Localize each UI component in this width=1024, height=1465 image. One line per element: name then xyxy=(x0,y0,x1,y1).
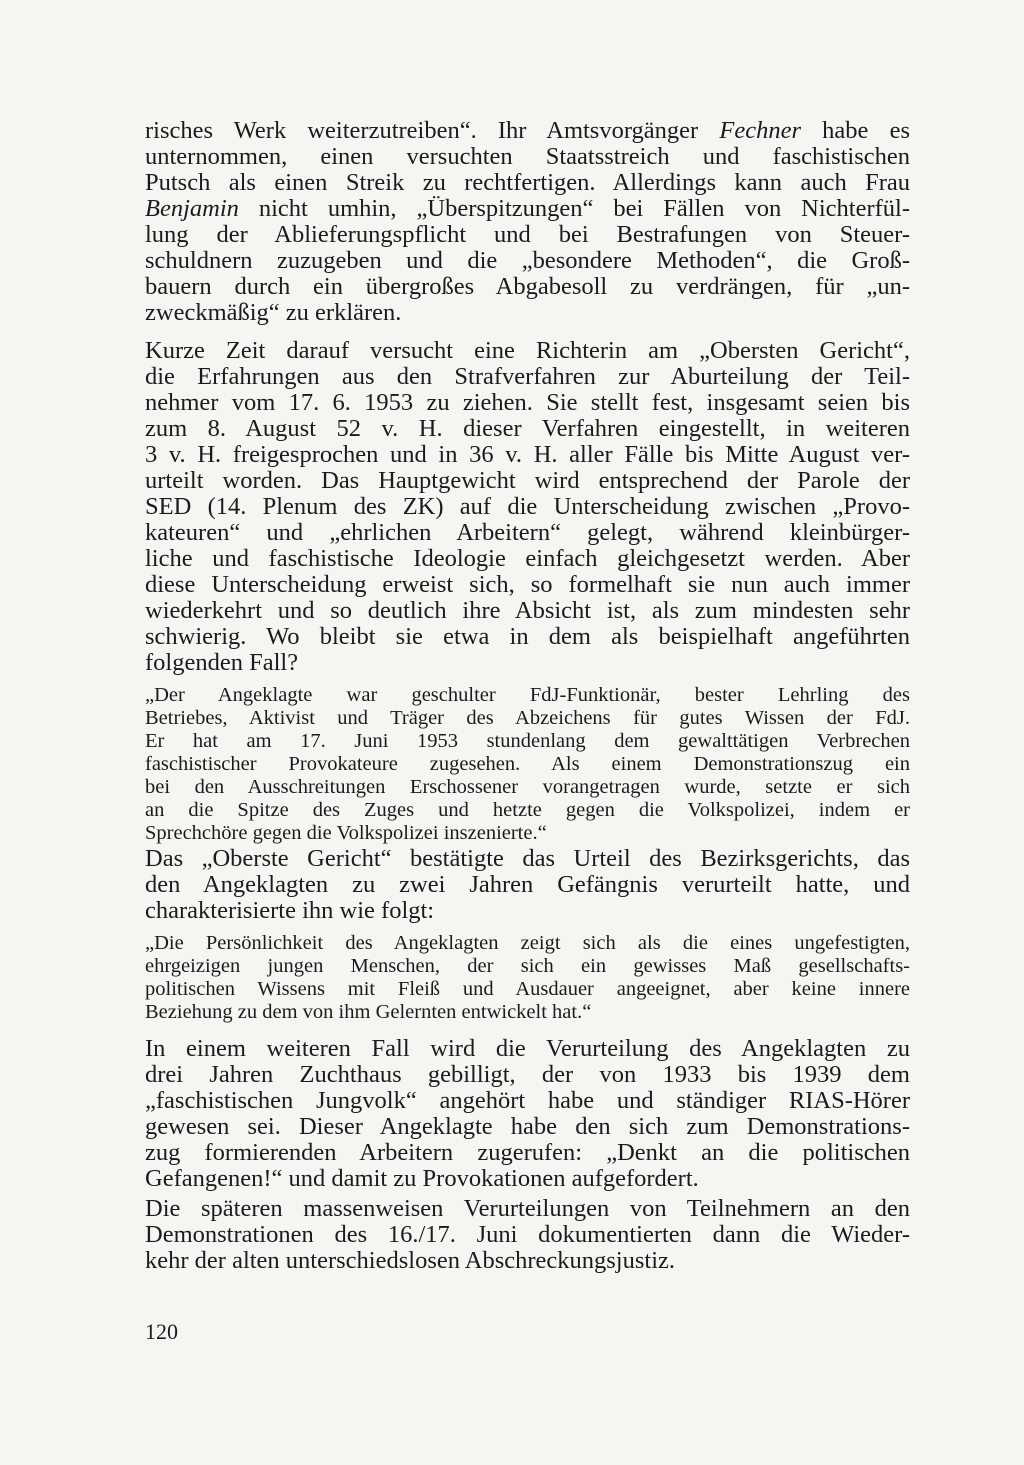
quote-1 xyxy=(145,684,910,845)
text-line: gewesen sei. Dieser Angeklagte habe den sich zum Demonstrations- xyxy=(145,1114,910,1140)
text-line: schwierig. Wo bleibt sie etwa in dem als beispielhaft angeführten xyxy=(145,624,910,650)
italic-name: Benjamin xyxy=(145,196,239,222)
text-line: bei den Ausschreitungen Erschossener vorangetragen wurde, setzte er sich xyxy=(145,776,910,798)
text-line: liche und faschistische Ideologie einfach gleichgesetzt werden. Aber xyxy=(145,546,910,572)
text-line: lung der Ablieferungspflicht und bei Bestrafungen von Steuer- xyxy=(145,222,910,248)
paragraph-5 xyxy=(145,1196,910,1274)
text-line: Sprechchöre gegen die Volkspolizei inszenierte.“ xyxy=(145,822,547,844)
text-line: Kurze Zeit darauf versucht eine Richterin am „Obersten Gericht“, xyxy=(145,338,910,364)
text-line: folgenden Fall? xyxy=(145,650,299,676)
text-line: In einem weiteren Fall wird die Verurteilung des Angeklagten zu xyxy=(145,1036,910,1062)
text-line: ehrgeizigen jungen Menschen, der sich ein gewisses Maß gesellschafts- xyxy=(145,955,910,977)
text-line: den Angeklagten zu zwei Jahren Gefängnis verurteilt hatte, und xyxy=(145,872,910,898)
text-line: zweckmäßig“ zu erklären. xyxy=(145,300,402,326)
text-line: Benjamin nicht umhin, „Überspitzungen“ bei Fällen von Nichterfül- xyxy=(145,196,910,222)
text-line: zug formierenden Arbeitern zugerufen: „Denkt an die politischen xyxy=(145,1140,910,1166)
text-line: Gefangenen!“ und damit zu Provokationen aufgefordert. xyxy=(145,1166,699,1192)
page-number: 120 xyxy=(145,1319,178,1344)
text-line: drei Jahren Zuchthaus gebilligt, der von 1933 bis 1939 dem xyxy=(145,1062,910,1088)
text-line: Demonstrationen des 16./17. Juni dokumentierten dann die Wieder- xyxy=(145,1222,910,1248)
text-line: an die Spitze des Zuges und hetzte gegen die Volkspolizei, indem er xyxy=(145,799,910,821)
text-line: risches Werk weiterzutreiben“. Ihr Amtsvorgänger Fechner habe es xyxy=(145,118,910,144)
paragraph-3 xyxy=(145,846,910,924)
text-line: Betriebes, Aktivist und Träger des Abzeichens für gutes Wissen der FdJ. xyxy=(145,707,910,729)
text-line: zum 8. August 52 v. H. dieser Verfahren eingestellt, in weiteren xyxy=(145,416,910,442)
text-line: nehmer vom 17. 6. 1953 zu ziehen. Sie stellt fest, insgesamt seien bis xyxy=(145,390,910,416)
text-line: kehr der alten unterschiedslosen Abschreckungsjustiz. xyxy=(145,1248,676,1274)
text-line: 3 v. H. freigesprochen und in 36 v. H. aller Fälle bis Mitte August ver- xyxy=(145,442,910,468)
paragraph-2 xyxy=(145,338,910,676)
text-line: „Die Persönlichkeit des Angeklagten zeigt sich als die eines ungefestigten, xyxy=(145,932,910,954)
text-line: SED (14. Plenum des ZK) auf die Unterscheidung zwischen „Provo- xyxy=(145,494,910,520)
text-line: faschistischer Provokateure zugesehen. Als einem Demonstrationszug ein xyxy=(145,753,910,775)
text-line: „Der Angeklagte war geschulter FdJ-Funktionär, bester Lehrling des xyxy=(145,684,910,706)
paragraph-1 xyxy=(145,118,910,326)
paragraph-4 xyxy=(145,1036,910,1192)
text-line: politischen Wissens mit Fleiß und Ausdauer angeeignet, aber keine innere xyxy=(145,978,910,1000)
text-line: Putsch als einen Streik zu rechtfertigen. Allerdings kann auch Frau xyxy=(145,170,910,196)
text-line: die Erfahrungen aus den Strafverfahren zur Aburteilung der Teil- xyxy=(145,364,910,390)
text-line: urteilt worden. Das Hauptgewicht wird entsprechend der Parole der xyxy=(145,468,910,494)
text-line: bauern durch ein übergroßes Abgabesoll zu verdrängen, für „un- xyxy=(145,274,910,300)
quote-2 xyxy=(145,932,910,1024)
text-line: charakterisierte ihn wie folgt: xyxy=(145,898,435,924)
text-line: Die späteren massenweisen Verurteilungen von Teilnehmern an den xyxy=(145,1196,910,1222)
text-line: wiederkehrt und so deutlich ihre Absicht ist, als zum mindesten sehr xyxy=(145,598,910,624)
text-line: schuldnern zuzugeben und die „besondere Methoden“, die Groß- xyxy=(145,248,910,274)
italic-name: Fechner xyxy=(719,118,802,144)
text-line: unternommen, einen versuchten Staatsstreich und faschistischen xyxy=(145,144,910,170)
text-line: diese Unterscheidung erweist sich, so formelhaft sie nun auch immer xyxy=(145,572,910,598)
text-line: „faschistischen Jungvolk“ angehört habe und ständiger RIAS-Hörer xyxy=(145,1088,910,1114)
text-line: kateuren“ und „ehrlichen Arbeitern“ gelegt, während kleinbürger- xyxy=(145,520,910,546)
text-line: Beziehung zu dem von ihm Gelernten entwickelt hat.“ xyxy=(145,1001,592,1023)
text-line: Er hat am 17. Juni 1953 stundenlang dem gewalttätigen Verbrechen xyxy=(145,730,910,752)
text-line: Das „Oberste Gericht“ bestätigte das Urteil des Bezirksgerichts, das xyxy=(145,846,910,872)
